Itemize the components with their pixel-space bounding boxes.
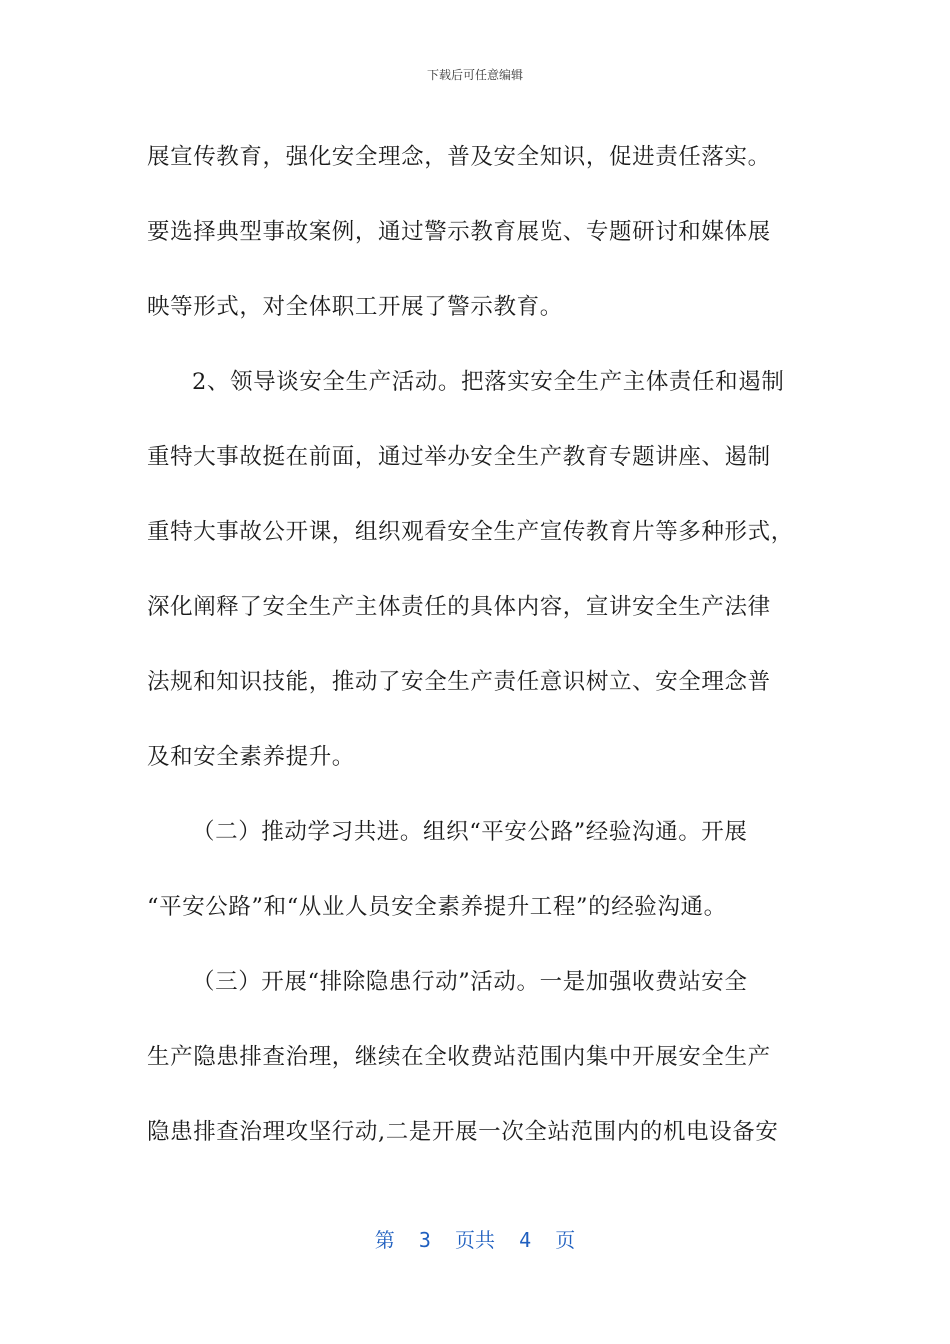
text-line: 要选择典型事故案例，通过警示教育展览、专题研讨和媒体展	[147, 219, 771, 245]
text-line: 映等形式，对全体职工开展了警示教育。	[147, 294, 563, 320]
text-line: 重特大事故公开课，组织观看安全生产宣传教育片等多种形式，	[147, 519, 794, 545]
text-line: 展宣传教育，强化安全理念，普及安全知识，促进责任落实。	[147, 144, 771, 170]
text-line: “平安公路”和“从业人员安全素养提升工程”的经验沟通。	[147, 894, 727, 920]
text-line: 生产隐患排查治理，继续在全收费站范围内集中开展安全生产	[147, 1044, 771, 1070]
paragraph-start-line: （二）推动学习共进。组织“平安公路”经验沟通。开展	[192, 819, 748, 845]
paragraph-start-line: （三）开展“排除隐患行动”活动。一是加强收费站安全	[192, 969, 748, 995]
text-line: 深化阐释了安全生产主体责任的具体内容，宣讲安全生产法律	[147, 594, 771, 620]
page-number-footer: 第 3 页共 4 页	[374, 1228, 576, 1252]
document-body	[147, 120, 807, 1170]
text-line: 法规和知识技能，推动了安全生产责任意识树立、安全理念普	[147, 669, 771, 695]
header-note: 下载后可任意编辑	[426, 68, 523, 82]
paragraph-start-line: 2、领导谈安全生产活动。把落实安全生产主体责任和遏制	[192, 369, 785, 395]
text-line: 重特大事故挺在前面，通过举办安全生产教育专题讲座、遏制	[147, 444, 771, 470]
text-line: 及和安全素养提升。	[147, 744, 355, 770]
text-line: 隐患排查治理攻坚行动,二是开展一次全站范围内的机电设备安	[147, 1119, 779, 1145]
